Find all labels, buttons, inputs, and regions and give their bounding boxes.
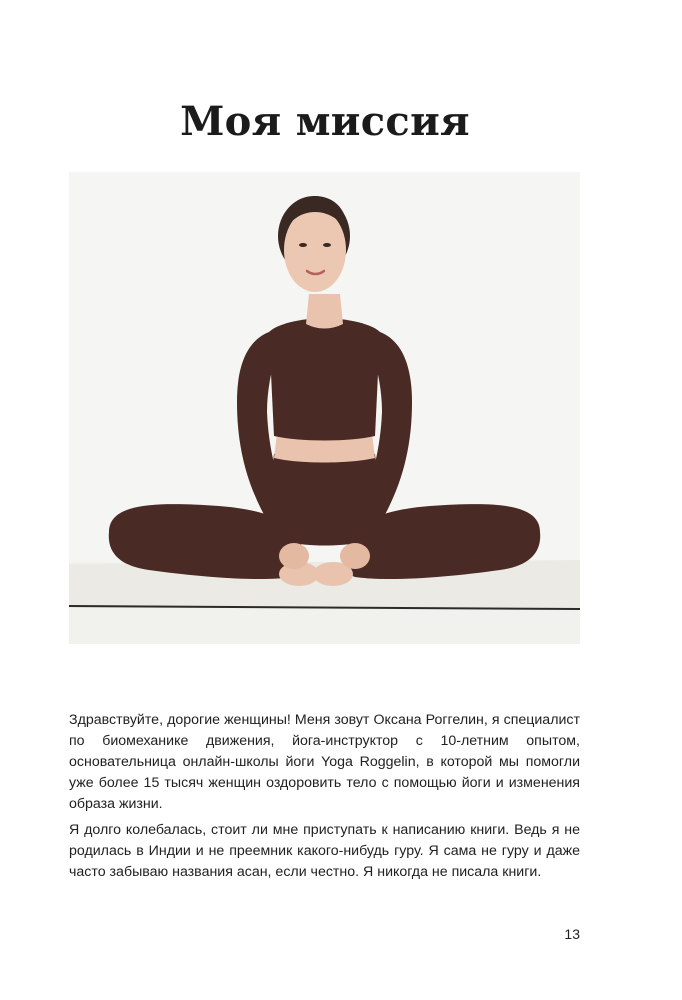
woman-yoga-pose-illustration (69, 172, 580, 644)
body-paragraph-2: Я долго колебалась, стоит ли мне приступать к написанию книги. Ведь я не родилась в Индии и не преемник какого-нибудь гуру. Я сама не гуру и даже часто забываю названия асан, если честно. Я никогда не писала книги. (69, 822, 580, 880)
yoga-photo (69, 172, 580, 644)
page-title: Моя миссия (180, 98, 470, 145)
body-paragraph-1: Здравствуйте, дорогие женщины! Меня зовут Оксана Роггелин, я специалист по биомеханике движения, йога-инструктор с 10-летним опытом, основательница онлайн-школы йоги Yoga Roggelin, в которой мы помогли уже более 15 тысяч женщин оздоровить тело с помощью йоги и изменения образа жизни. (69, 712, 580, 812)
page-number: 13 (564, 926, 580, 942)
